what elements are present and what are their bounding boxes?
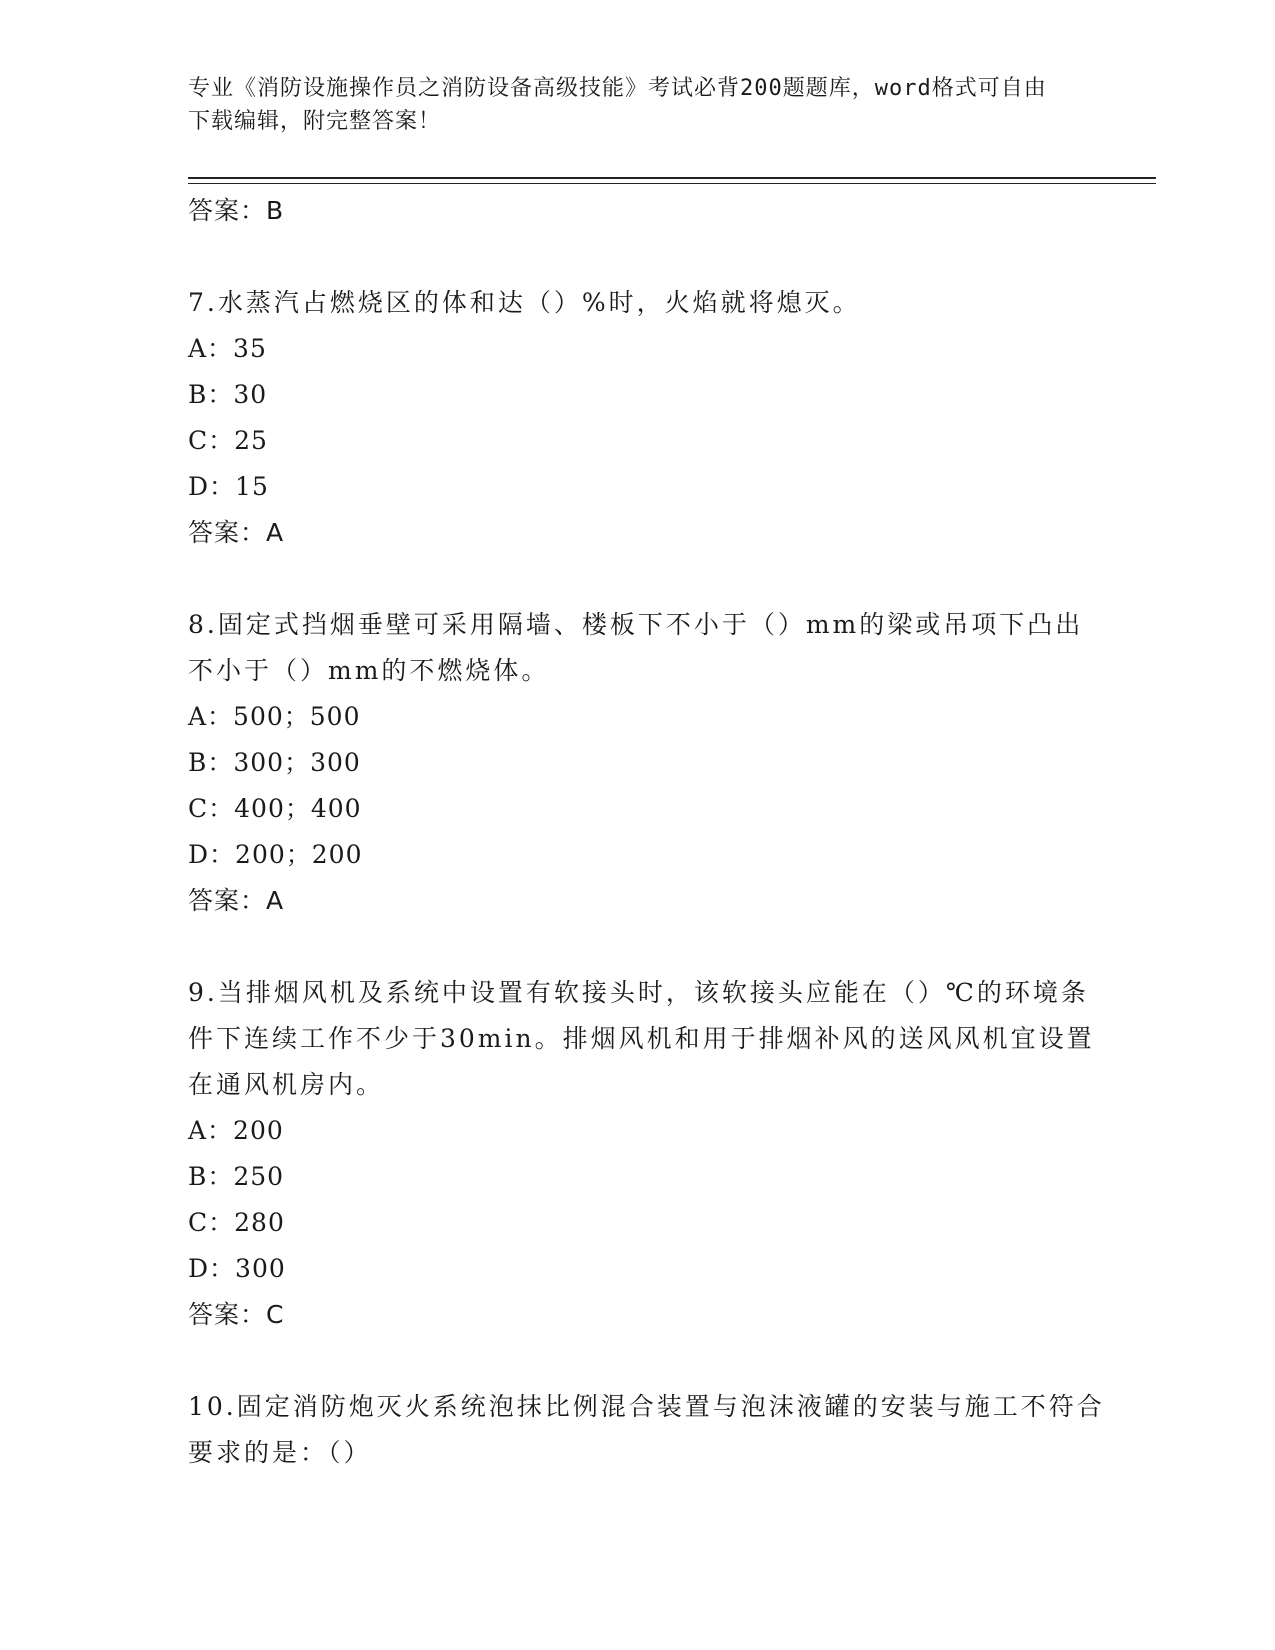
question-7	[188, 280, 1108, 556]
document-header: 专业《消防设施操作员之消防设备高级技能》考试必背200题题库，word格式可自由下载编辑，附完整答案！	[188, 76, 1047, 134]
question-text: 7.水蒸汽占燃烧区的体和达（）%时，火焰就将熄灭。	[188, 288, 861, 317]
answer-label: 答案：C	[188, 1300, 285, 1329]
answer-label: 答案：A	[188, 518, 285, 547]
answer-label: 答案：A	[188, 886, 285, 915]
document-body	[188, 188, 1108, 1476]
option-b: B：300；300	[188, 748, 361, 777]
option-a: A：500；500	[188, 702, 361, 731]
option-c: C：25	[188, 426, 268, 455]
answer-label: 答案：B	[188, 196, 285, 225]
option-b: B：250	[188, 1162, 285, 1191]
option-d: D：15	[188, 472, 269, 501]
question-text: 8.固定式挡烟垂壁可采用隔墙、楼板下不小于（）mm的梁或吊项下凸出不小于（）mm的不燃烧体。	[188, 610, 1084, 685]
option-d: D：300	[188, 1254, 286, 1283]
question-8	[188, 602, 1108, 924]
option-a: A：200	[188, 1116, 284, 1145]
option-b: B：30	[188, 380, 268, 409]
header-rule-thick	[188, 177, 1156, 179]
option-d: D：200；200	[188, 840, 363, 869]
question-9	[188, 970, 1108, 1338]
question-10	[188, 1384, 1108, 1476]
option-c: C：280	[188, 1208, 285, 1237]
header-rule-thin	[188, 183, 1156, 184]
option-a: A：35	[188, 334, 267, 363]
option-c: C：400；400	[188, 794, 362, 823]
question-text: 10.固定消防炮灭火系统泡抹比例混合装置与泡沫液罐的安装与施工不符合要求的是：（）	[188, 1392, 1105, 1467]
question-text: 9.当排烟风机及系统中设置有软接头时，该软接头应能在（）℃的环境条件下连续工作不少于30min。排烟风机和用于排烟补风的送风风机宜设置在通风机房内。	[188, 978, 1095, 1099]
